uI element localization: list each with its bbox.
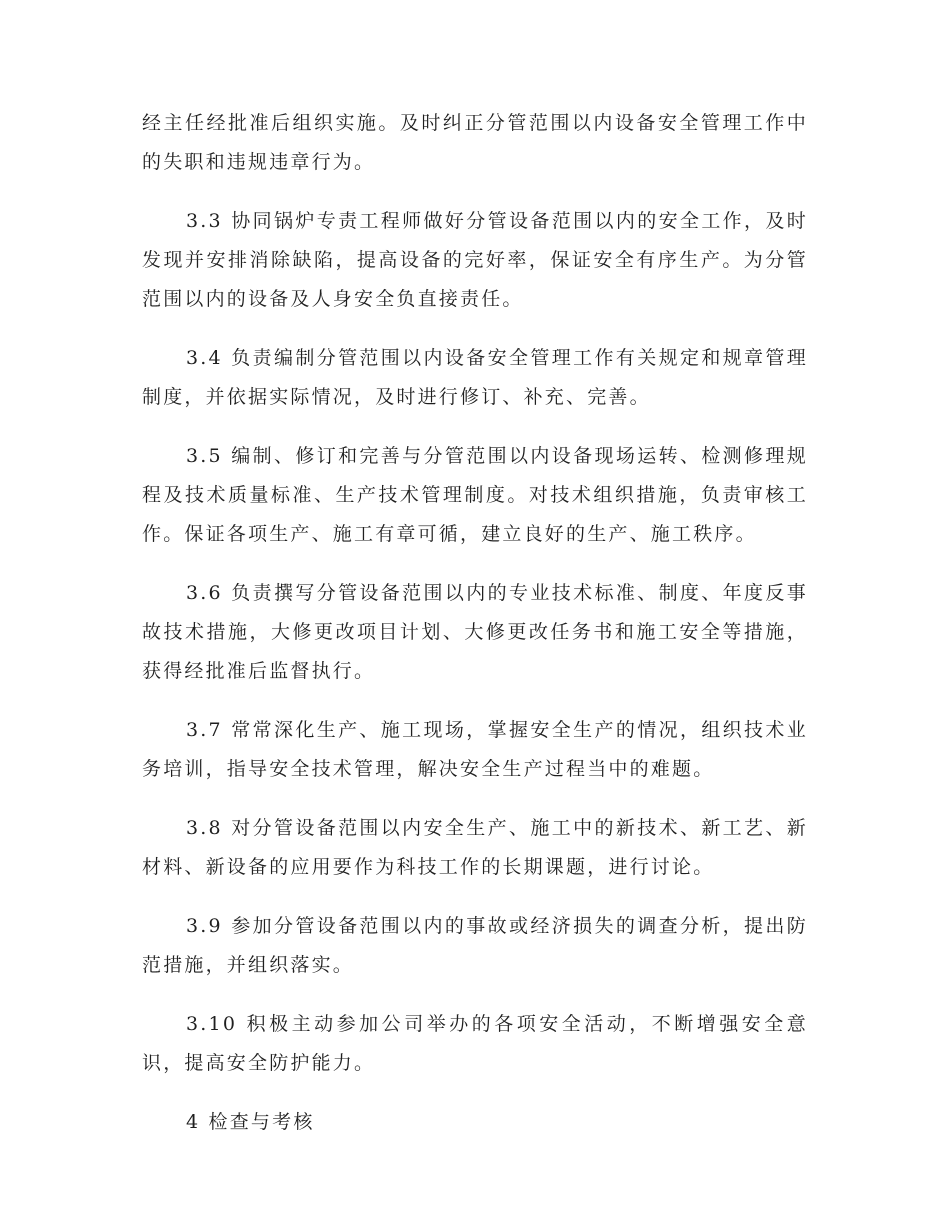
document-body: [142, 104, 808, 1142]
paragraph-3-8: 3.8 对分管设备范围以内安全生产、施工中的新技术、新工艺、新材料、新设备的应用要作为科技工作的长期课题，进行讨论。: [142, 817, 808, 878]
paragraph-3-10: 3.10 积极主动参加公司举办的各项安全活动，不断增强安全意识，提高安全防护能力。: [142, 1013, 808, 1074]
paragraph-3-9: 3.9 参加分管设备范围以内的事故或经济损失的调查分析，提出防范措施，并组织落实。: [142, 915, 808, 976]
paragraph-continuation: 经主任经批准后组织实施。及时纠正分管范围以内设备安全管理工作中的失职和违规违章行为。: [142, 112, 808, 173]
paragraph-3-4: 3.4 负责编制分管范围以内设备安全管理工作有关规定和规章管理制度，并依据实际情况，及时进行修订、补充、完善。: [142, 347, 808, 408]
paragraph-3-6: 3.6 负责撰写分管设备范围以内的专业技术标准、制度、年度反事故技术措施，大修更改项目计划、大修更改任务书和施工安全等措施，获得经批准后监督执行。: [142, 582, 808, 682]
paragraph-3-5: 3.5 编制、修订和完善与分管范围以内设备现场运转、检测修理规程及技术质量标准、生产技术管理制度。对技术组织措施，负责审核工作。保证各项生产、施工有章可循，建立良好的生产、施工秩序。: [142, 445, 808, 545]
section-heading-4: 4 检查与考核: [186, 1111, 315, 1133]
paragraph-3-7: 3.7 常常深化生产、施工现场，掌握安全生产的情况，组织技术业务培训，指导安全技术管理，解决安全生产过程当中的难题。: [142, 719, 808, 780]
paragraph-3-3: 3.3 协同锅炉专责工程师做好分管设备范围以内的安全工作，及时发现并安排消除缺陷，提高设备的完好率，保证安全有序生产。为分管范围以内的设备及人身安全负直接责任。: [142, 210, 808, 310]
